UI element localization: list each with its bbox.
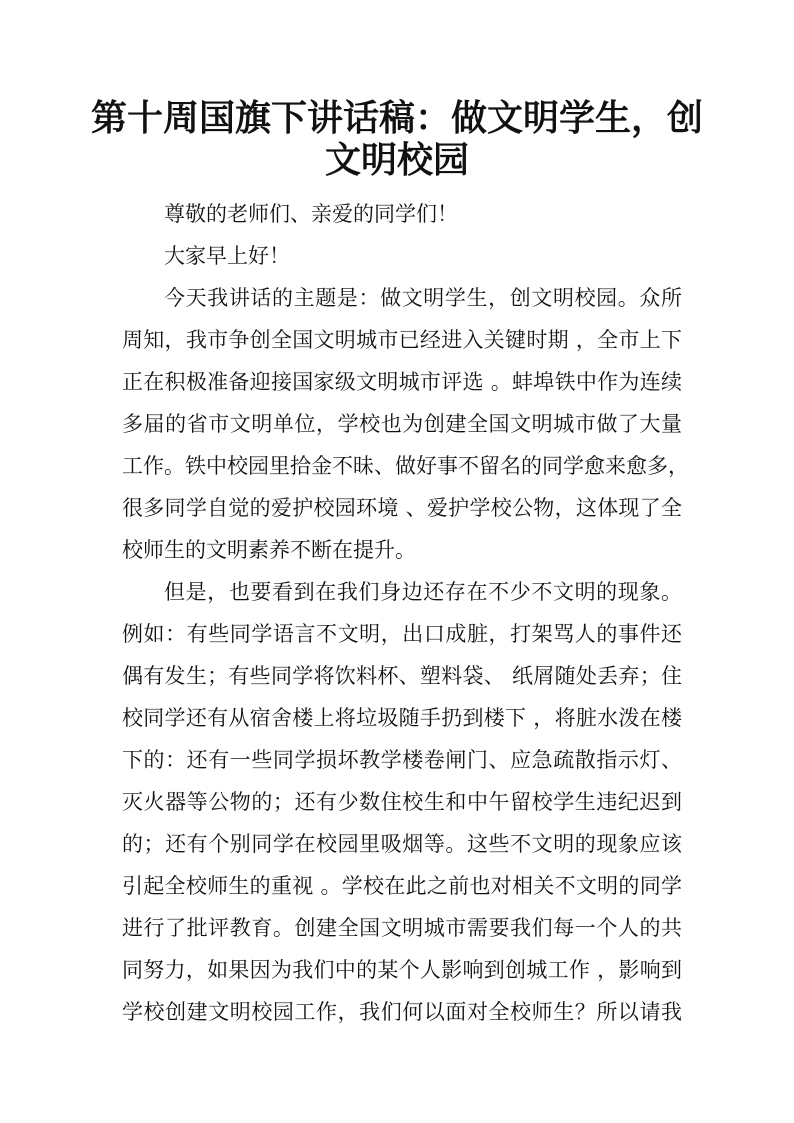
paragraph-1-line: 今天我讲话的主题是：做文明学生，创文明校园。众所 <box>164 286 682 310</box>
page-title-line-1: 第十周国旗下讲话稿：做文明学生，创 <box>90 97 703 139</box>
paragraph-1-line: 正在积极准备迎接国家级文明城市评选 。蚌埠铁中作为连续 <box>122 370 682 394</box>
paragraph-2-line: 同努力，如果因为我们中的某个人影响到创城工作 ，影响到 <box>122 958 682 982</box>
paragraph-1-line: 很多同学自觉的爱护校园环境 、爱护学校公物，这体现了全 <box>122 496 682 520</box>
page-title-line-2: 文明校园 <box>324 139 469 181</box>
paragraph-2-line: 进行了批评教育。创建全国文明城市需要我们每一个人的共 <box>122 916 682 940</box>
paragraph-2-line: 下的：还有一些同学损坏教学楼卷闸门、应急疏散指示灯、 <box>122 748 682 772</box>
paragraph-1-line: 工作。铁中校园里拾金不昧、做好事不留名的同学愈来愈多， <box>122 454 689 478</box>
paragraph-2-line: 的；还有个别同学在校园里吸烟等。这些不文明的现象应该 <box>122 832 682 856</box>
paragraph-2-line: 例如：有些同学语言不文明，出口成脏，打架骂人的事件还 <box>122 622 682 646</box>
paragraph-1-line: 周知，我市争创全国文明城市已经进入关键时期 ，全市上下 <box>122 328 682 352</box>
salutation: 尊敬的老师们、亲爱的同学们！ <box>164 202 458 226</box>
paragraph-2-line: 学校创建文明校园工作，我们何以面对全校师生？所以请我 <box>122 1000 682 1024</box>
paragraph-2-line: 偶有发生；有些同学将饮料杯、塑料袋、 纸屑随处丢弃；住 <box>122 664 682 688</box>
paragraph-1-line: 多届的省市文明单位，学校也为创建全国文明城市做了大量 <box>122 412 682 436</box>
paragraph-2-line: 但是，也要看到在我们身边还存在不少不文明的现象。 <box>164 580 682 604</box>
paragraph-2-line: 引起全校师生的重视 。学校在此之前也对相关不文明的同学 <box>122 874 682 898</box>
paragraph-2-line: 灭火器等公物的；还有少数住校生和中午留校学生违纪迟到 <box>122 790 682 814</box>
greeting: 大家早上好！ <box>164 244 290 268</box>
paragraph-2-line: 校同学还有从宿舍楼上将垃圾随手扔到楼下 ，将脏水泼在楼 <box>122 706 682 730</box>
paragraph-1-line: 校师生的文明素养不断在提升。 <box>122 538 416 562</box>
